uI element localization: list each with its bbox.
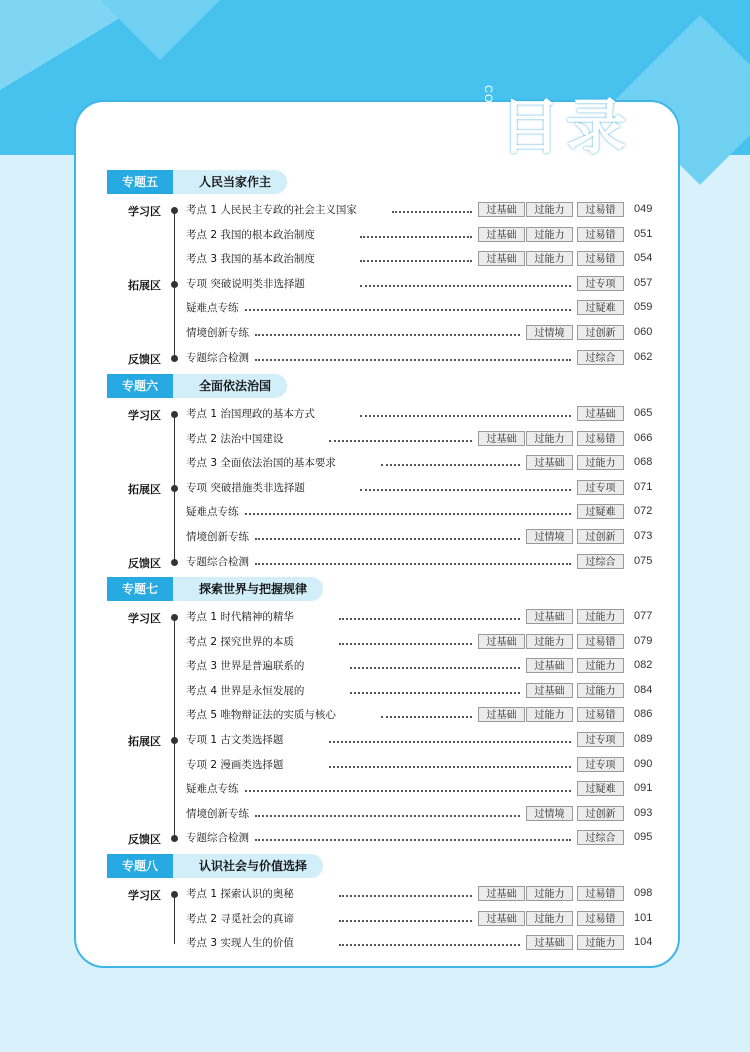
dot-leader [255,333,520,336]
practice-tag[interactable]: 过基础 [478,202,525,217]
practice-tag[interactable]: 过易错 [577,634,624,649]
toc-entry-label[interactable]: 考点 4 世界是永恒发展的 [186,684,305,697]
timeline-dot [171,737,178,744]
dot-leader [255,838,571,841]
toc-entry-label[interactable]: 专项 2 漫画类选择题 [186,758,284,771]
toc-entry-label[interactable]: 考点 2 探究世界的本质 [186,635,294,648]
practice-tag[interactable]: 过综合 [577,554,624,569]
toc-entry-label[interactable]: 情境创新专练 [186,807,249,820]
zone-label: 拓展区 [128,482,161,496]
page-number: 084 [634,683,653,696]
timeline-dot [171,559,178,566]
practice-tag[interactable]: 过能力 [526,431,573,446]
dot-leader [392,210,472,213]
toc-entry-label[interactable]: 专项 1 古文类选择题 [186,734,284,746]
practice-tag[interactable]: 过易错 [577,886,624,901]
practice-tag[interactable]: 过能力 [526,911,573,926]
toc-entry-label[interactable]: 专项 突破说明类非选择题 [186,277,305,290]
practice-tag[interactable]: 过基础 [526,609,573,624]
page-number: 062 [634,350,653,363]
practice-tag[interactable]: 过基础 [478,431,525,446]
toc-entry-label[interactable]: 考点 3 世界是普遍联系的 [186,660,305,673]
practice-tag[interactable]: 过能力 [526,707,573,722]
toc-entry-label[interactable]: 考点 2 法治中国建设 [186,432,284,445]
toc-entry-label[interactable]: 情境创新专练 [186,327,249,339]
timeline-dot [171,891,178,898]
page-number: 089 [634,733,653,745]
page-number: 095 [634,831,653,844]
toc-entry-label[interactable]: 专题综合检测 [186,351,249,364]
toc-entry-label[interactable]: 考点 3 实现人生的价值 [186,937,294,950]
practice-tag[interactable]: 过疑难 [577,300,624,315]
practice-tag[interactable]: 过易错 [577,911,624,926]
contents-label: CONTENTS [482,85,494,154]
dot-leader [339,642,472,645]
page-number: 068 [634,456,653,469]
page-number: 051 [634,227,653,240]
toc-entry-label[interactable]: 专题综合检测 [186,832,249,845]
zone-label: 学习区 [128,889,161,902]
zone-label: 反馈区 [128,833,161,847]
dot-leader [255,358,571,361]
dot-leader [381,715,472,718]
page-number: 049 [634,203,653,215]
toc-entry-label[interactable]: 考点 1 时代精神的精华 [186,611,294,623]
practice-tag[interactable]: 过情境 [526,529,573,544]
dot-leader [339,617,520,620]
timeline-dot [171,355,178,362]
practice-tag[interactable]: 过综合 [577,830,624,845]
dot-leader [245,789,572,792]
dot-leader [350,666,521,669]
practice-tag[interactable]: 过易错 [577,251,624,266]
timeline-line [174,895,175,944]
topic-header [107,577,308,601]
page-number: 098 [634,887,653,899]
dot-leader [339,943,520,946]
dot-leader [360,488,571,491]
page-number: 054 [634,252,653,265]
page-number: 071 [634,480,653,493]
practice-tag[interactable]: 过专项 [577,757,624,772]
practice-tag[interactable]: 过基础 [478,911,525,926]
toc-entry-label[interactable]: 疑难点专练 [186,783,239,796]
zone-label: 拓展区 [128,278,161,292]
practice-tag[interactable]: 过创新 [577,529,624,544]
page-number: 072 [634,505,653,518]
practice-tag[interactable]: 过专项 [577,480,624,495]
page-number: 059 [634,301,653,314]
page-number: 104 [634,936,653,949]
page-number: 101 [634,911,653,924]
practice-tag[interactable]: 过基础 [526,935,573,950]
page-number: 066 [634,431,653,444]
topic-number: 专题五 [107,170,173,194]
timeline-dot [171,207,178,214]
page-number: 082 [634,659,653,672]
practice-tag[interactable]: 过基础 [526,658,573,673]
practice-tag[interactable]: 过易错 [577,202,624,217]
practice-tag[interactable]: 过能力 [577,935,624,950]
zone-label: 学习区 [128,409,161,422]
page-number: 079 [634,634,653,647]
topic-header [107,374,283,398]
toc-entry-label[interactable]: 疑难点专练 [186,302,239,315]
topic-number: 专题七 [107,577,173,601]
page-number: 073 [634,530,653,542]
practice-tag[interactable]: 过情境 [526,806,573,821]
dot-leader [255,814,520,817]
dot-leader [245,308,572,311]
timeline-dot [171,281,178,288]
page-number: 091 [634,782,653,795]
toc-entry-label[interactable]: 考点 2 寻觅社会的真谛 [186,912,294,925]
practice-tag[interactable]: 过创新 [577,325,624,340]
toc-entry-label[interactable]: 考点 3 全面依法治国的基本要求 [186,457,336,470]
toc-entry-label[interactable]: 专项 突破措施类非选择题 [186,481,305,494]
practice-tag[interactable]: 过专项 [577,276,624,291]
toc-entry-label[interactable]: 考点 5 唯物辩证法的实质与核心 [186,709,336,722]
practice-tag[interactable]: 过能力 [526,227,573,242]
practice-tag[interactable]: 过易错 [577,431,624,446]
toc-entry-label[interactable]: 考点 1 探索认识的奥秘 [186,888,294,900]
dot-leader [329,765,572,768]
topic-header [107,170,283,194]
page-number: 090 [634,757,653,770]
practice-tag[interactable]: 过易错 [577,227,624,242]
page-number: 077 [634,610,653,622]
practice-tag[interactable]: 过情境 [526,325,573,340]
toc-entry-label[interactable]: 疑难点专练 [186,506,239,519]
page-number: 057 [634,276,653,289]
toc-entry-label[interactable]: 考点 2 我国的根本政治制度 [186,228,315,241]
dot-leader [245,512,572,515]
practice-tag[interactable]: 过能力 [526,251,573,266]
practice-tag[interactable]: 过疑难 [577,504,624,519]
topic-title: 全面依法治国 [173,374,287,398]
practice-tag[interactable]: 过基础 [478,251,525,266]
practice-tag[interactable]: 过能力 [577,658,624,673]
practice-tag[interactable]: 过疑难 [577,781,624,796]
dot-leader [255,537,520,540]
dot-leader [339,894,472,897]
page-number: 075 [634,554,653,567]
page-number: 093 [634,806,653,819]
page-number: 060 [634,326,653,338]
practice-tag[interactable]: 过基础 [526,455,573,470]
practice-tag[interactable]: 过基础 [577,406,624,421]
timeline-dot [171,411,178,418]
practice-tag[interactable]: 过创新 [577,806,624,821]
header-decoration [100,0,220,60]
practice-tag[interactable]: 过基础 [526,683,573,698]
dot-leader [339,919,472,922]
zone-label: 反馈区 [128,556,161,570]
topic-number: 专题八 [107,854,173,878]
practice-tag[interactable]: 过能力 [577,683,624,698]
topic-number: 专题六 [107,374,173,398]
dot-leader [255,562,571,565]
zone-label: 学习区 [128,205,161,218]
practice-tag[interactable]: 过基础 [478,634,525,649]
practice-tag[interactable]: 过能力 [577,609,624,624]
practice-tag[interactable]: 过易错 [577,707,624,722]
toc-entry-label[interactable]: 情境创新专练 [186,531,249,543]
dot-leader [329,439,473,442]
practice-tag[interactable]: 过基础 [478,227,525,242]
practice-tag[interactable]: 过综合 [577,350,624,365]
topic-title: 人民当家作主 [173,170,287,194]
topic-title: 探索世界与把握规律 [173,577,323,601]
practice-tag[interactable]: 过基础 [478,707,525,722]
timeline-dot [171,485,178,492]
zone-label: 反馈区 [128,352,161,366]
practice-tag[interactable]: 过能力 [526,634,573,649]
toc-entry-label[interactable]: 考点 1 治国理政的基本方式 [186,408,315,420]
page-title: 目录 [500,93,632,163]
dot-leader [360,414,571,417]
topic-title: 认识社会与价值选择 [173,854,323,878]
dot-leader [350,691,521,694]
timeline-dot [171,614,178,621]
dot-leader [360,259,472,262]
dot-leader [360,284,571,287]
page-number: 065 [634,407,653,419]
zone-label: 学习区 [128,612,161,625]
dot-leader [360,235,472,238]
practice-tag[interactable]: 过专项 [577,732,624,747]
zone-label: 拓展区 [128,735,161,748]
practice-tag[interactable]: 过能力 [526,202,573,217]
page-number: 086 [634,708,653,721]
dot-leader [329,740,572,743]
practice-tag[interactable]: 过能力 [577,455,624,470]
topic-header [107,854,308,878]
toc-entry-label[interactable]: 考点 1 人民民主专政的社会主义国家 [186,204,357,216]
practice-tag[interactable]: 过能力 [526,886,573,901]
toc-entry-label[interactable]: 考点 3 我国的基本政治制度 [186,253,315,266]
dot-leader [381,463,520,466]
toc-entry-label[interactable]: 专题综合检测 [186,555,249,568]
practice-tag[interactable]: 过基础 [478,886,525,901]
timeline-line [174,618,175,839]
